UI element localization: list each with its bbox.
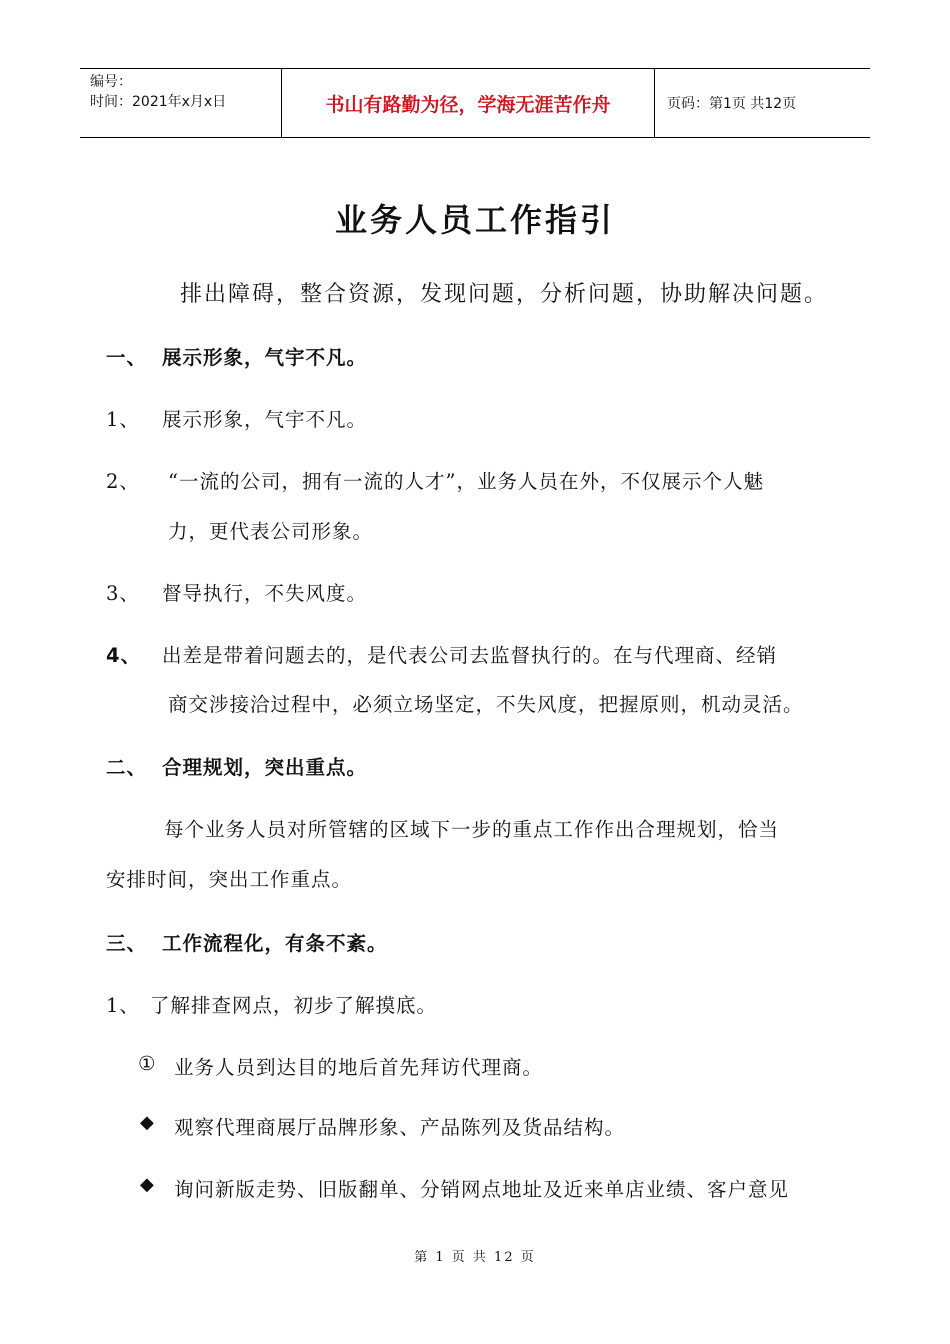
header-motto: 书山有路勤为径，学海无涯苦作舟 (282, 69, 655, 137)
item-text: 了解排查网点，初步了解摸底。 (150, 994, 438, 1017)
bullet-item-text: 询问新版走势、旧版翻单、分销网点地址及近来单店业绩、客户意见 (174, 1178, 790, 1201)
section2-number: 二、 (106, 756, 148, 779)
item-text: “一流的公司，拥有一流的人才”，业务人员在外，不仅展示个人魅 (168, 470, 764, 493)
section2-paragraph-line2: 安排时间，突出工作重点。 (106, 868, 353, 891)
section1-heading: 展示形象，气宇不凡。 (162, 346, 368, 369)
number-label: 编号： (90, 74, 132, 90)
item-text-continuation: 力，更代表公司形象。 (168, 520, 374, 543)
diamond-bullet-icon: ◆ (140, 1174, 155, 1195)
item-number: 1、 (106, 994, 140, 1017)
page-footer: 第 1 页 共 12 页 (414, 1250, 536, 1265)
header-meta-cell (80, 69, 282, 137)
document-subtitle: 排出障碍，整合资源，发现问题，分析问题，协助解决问题。 (180, 282, 829, 307)
item-text: 督导执行，不失风度。 (162, 582, 368, 605)
section3-heading: 工作流程化，有条不紊。 (162, 932, 388, 955)
section2-paragraph-line1: 每个业务人员对所管辖的区域下一步的重点工作作出合理规划，恰当 (164, 818, 780, 841)
section3-number: 三、 (106, 932, 148, 955)
section2-heading: 合理规划，突出重点。 (162, 756, 368, 779)
sub-item-text: 业务人员到达目的地后首先拜访代理商。 (174, 1056, 544, 1079)
bullet-item-text: 观察代理商展厅品牌形象、产品陈列及货品结构。 (174, 1116, 626, 1139)
item-number: 2、 (106, 470, 140, 493)
item-text: 出差是带着问题去的，是代表公司去监督执行的。在与代理商、经销 (162, 644, 778, 667)
diamond-bullet-icon: ◆ (140, 1112, 155, 1133)
document-header (80, 68, 870, 138)
item-number: 4、 (106, 644, 142, 667)
section1-number: 一、 (106, 346, 148, 369)
item-text-continuation: 商交涉接洽过程中，必须立场坚定，不失风度，把握原则，机动灵活。 (168, 693, 804, 716)
circled-number: ① (138, 1052, 157, 1075)
header-page-info: 页码：第1页 共12页 (667, 96, 797, 112)
date-line: 时间：2021年x月x日 (90, 94, 227, 110)
document-title: 业务人员工作指引 (334, 201, 615, 239)
item-text: 展示形象，气宇不凡。 (162, 408, 368, 431)
item-number: 1、 (106, 408, 140, 431)
item-number: 3、 (106, 582, 140, 605)
